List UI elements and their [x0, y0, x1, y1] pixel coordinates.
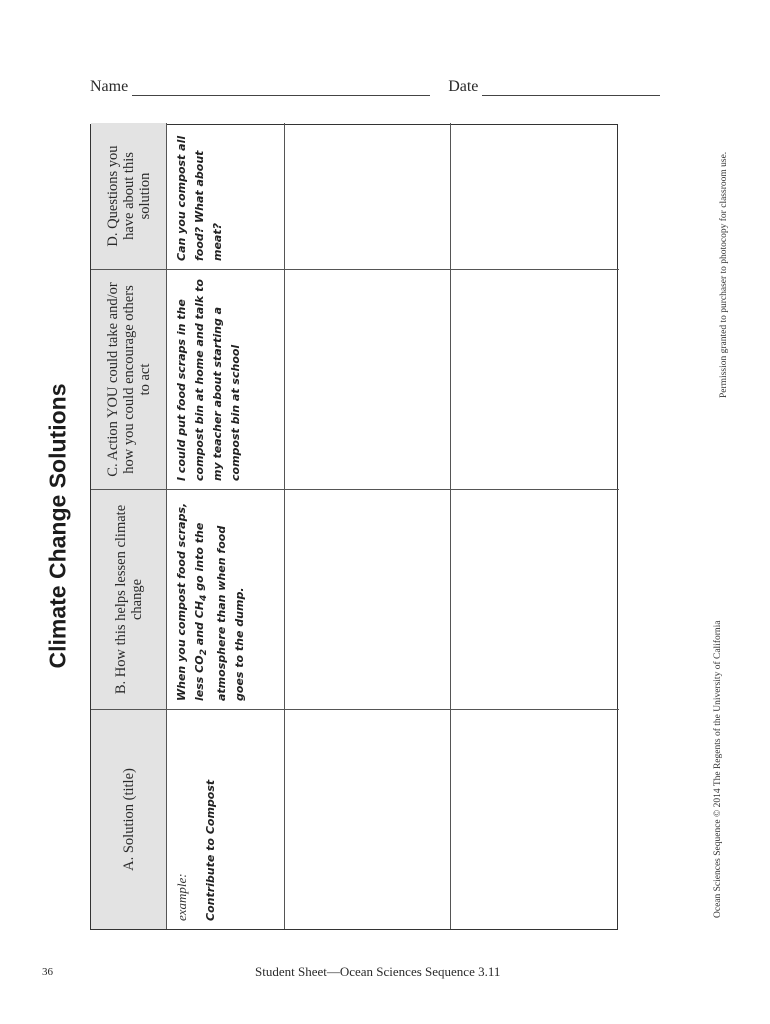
blank-cell-how-helps[interactable]	[451, 489, 619, 709]
column-header-how-helps: B. How this helps lessen climate change	[91, 489, 167, 709]
name-date-row	[90, 78, 680, 96]
subscript-2: 2	[198, 649, 210, 656]
column-header-questions: D. Questions you have about this solution	[91, 123, 167, 269]
example-questions-cell: Can you compost all food? What about meat?	[167, 123, 285, 269]
name-label: Name	[90, 78, 129, 95]
blank-cell-action[interactable]	[285, 269, 451, 489]
name-field[interactable]	[132, 81, 430, 96]
example-action-cell: I could put food scraps in the compost bin at home and talk to my teacher about starting a compost bin at school	[167, 269, 285, 489]
blank-cell-questions[interactable]	[451, 123, 619, 269]
date-field[interactable]	[482, 81, 660, 96]
blank-cell-how-helps[interactable]	[285, 489, 451, 709]
example-solution-text: Contribute to Compost	[204, 779, 217, 921]
page-number: 36	[42, 966, 53, 978]
blank-cell-action[interactable]	[451, 269, 619, 489]
blank-cell-solution[interactable]	[285, 709, 451, 929]
blank-cell-solution[interactable]	[451, 709, 619, 929]
how-helps-text-3: go into the atmosphere than when food goes to the dump.	[193, 522, 247, 701]
how-helps-text-2: and CH	[193, 600, 206, 650]
example-label: example:	[174, 873, 189, 921]
example-solution-cell	[167, 709, 285, 929]
example-how-helps-cell	[167, 489, 285, 709]
blank-cell-questions[interactable]	[285, 123, 451, 269]
copyright-note: Ocean Sciences Sequence © 2014 The Regents of the University of California	[713, 620, 723, 918]
column-header-action: C. Action YOU could take and/or how you could encourage others to act	[91, 269, 167, 489]
footer-text: Student Sheet—Ocean Sciences Sequence 3.11	[255, 964, 501, 979]
permission-note: Permission granted to purchaser to photocopy for classroom use.	[719, 151, 729, 398]
date-label: Date	[448, 78, 479, 95]
page-title: Climate Change Solutions	[44, 383, 71, 669]
subscript-4: 4	[198, 594, 210, 601]
how-helps-text-1: When you compost food scraps, less CO	[175, 502, 206, 701]
solutions-table	[90, 124, 618, 930]
column-header-solution: A. Solution (title)	[91, 709, 167, 929]
